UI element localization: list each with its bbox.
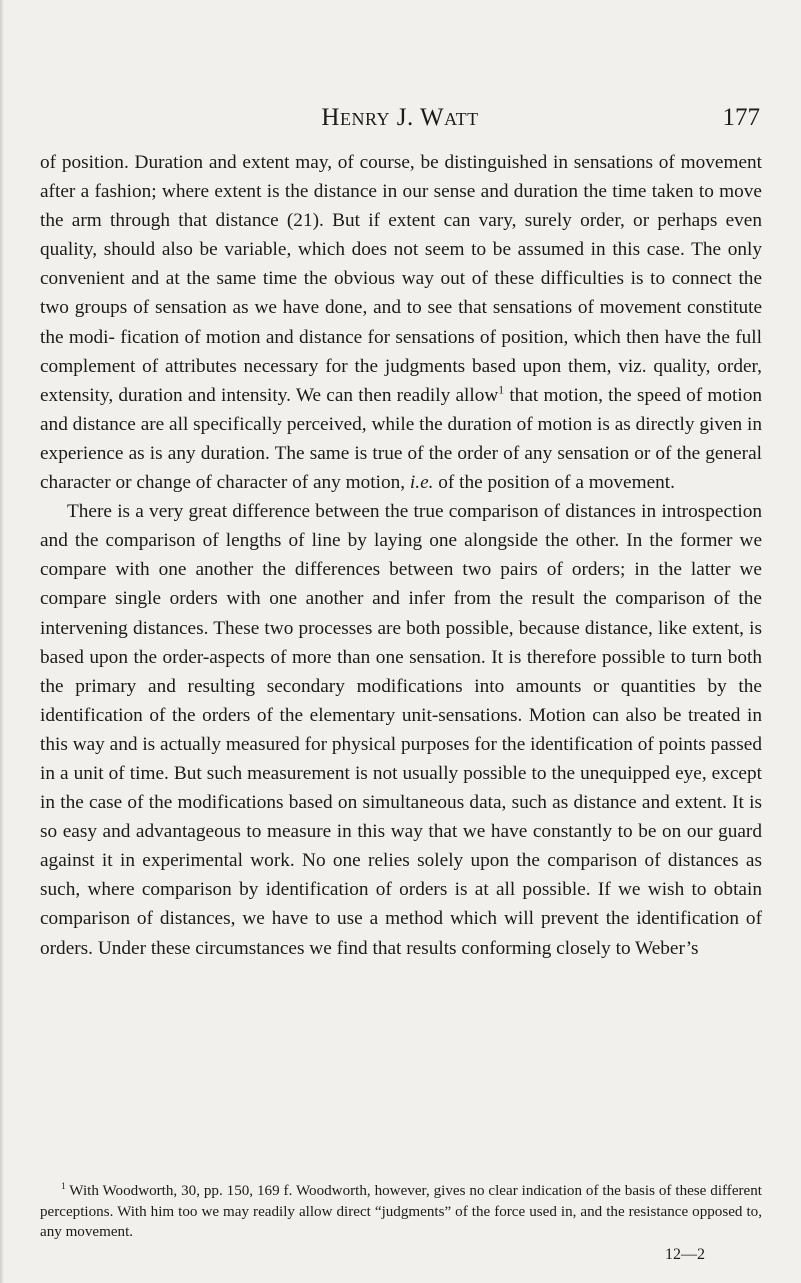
footnote-1 [40,1181,762,1243]
footnotes [40,1181,762,1243]
paragraph-1-part-b: that motion, the speed of motion and distance are all specifically perceived, while the duration of motion is as directly given in experience as is any duration. The same is true of the order of any sensation or of the general character or change of character of any motion, [40,384,762,494]
ie-abbreviation: i.e. [409,472,434,494]
running-title: Henry J. Watt [321,104,479,131]
signature-mark: 12—2 [665,1246,705,1263]
paragraph-1-part-c: of the position of a movement. [433,472,675,494]
paragraph-1-part-a: of position. Duration and extent may, of course, be distinguished in sensations of movement after a fashion; where extent is the distance in our sense and duration the time taken to move the arm through that distance (21). But if extent can vary, surely order, or perhaps even quality, should also be variable, which does not seem to be assumed in this case. The only convenient and at the same time the obvious way out of these difficulties is to connect the two groups of sensation as we have done, and to see that sensations of movement constitute the modi- fication of motion and distance for sensations of position, which then have the full complement of attributes necessary for the judgments based upon them, viz. quality, order, extensity, duration and intensity. We can then readily allow [40,152,762,406]
footnote-marker: 1 [61,1180,66,1191]
footnote-text: With Woodworth, 30, pp. 150, 169 f. Woodworth, however, gives no clear indication of the basis of these different perceptions. With him too we may readily allow direct “judgments” of the force used in, and the resistance opposed to, any movement. [40,1183,762,1240]
footnote-reference: 1 [498,383,505,397]
running-head [40,104,760,140]
page-number: 177 [722,104,760,131]
body-text [40,148,762,963]
page-edge-shadow [0,0,4,1283]
paragraph-2: There is a very great difference between the true comparison of distances in introspection and the comparison of lengths of line by laying one alongside the other. In the former we compare with one another the differences between two pairs of orders; in the latter we compare single orders with one another and infer from the result the comparison of the intervening distances. These two processes are both possible, because distance, like extent, is based upon the order-aspects of more than one sensation. It is therefore possible to turn both the primary and resulting secondary modifications into amounts or quantities by the identification of the orders of the elementary unit-sensations. Motion can also be treated in this way and is actually measured for physical purposes for the identification of points passed in a unit of time. But such measurement is not usually possible to the unequipped eye, except in the case of the modifications based on simultaneous data, such as distance and extent. It is so easy and advantageous to measure in this way that we have constantly to be on our guard against it in experimental work. No one relies solely upon the comparison of distances as such, where comparison by identification of orders is at all possible. If we wish to obtain comparison of distances, we have to use a method which will prevent the identification of orders. Under these circumstances we find that results conforming closely to Weber’s [40,501,762,959]
paragraph-1 [40,148,762,497]
